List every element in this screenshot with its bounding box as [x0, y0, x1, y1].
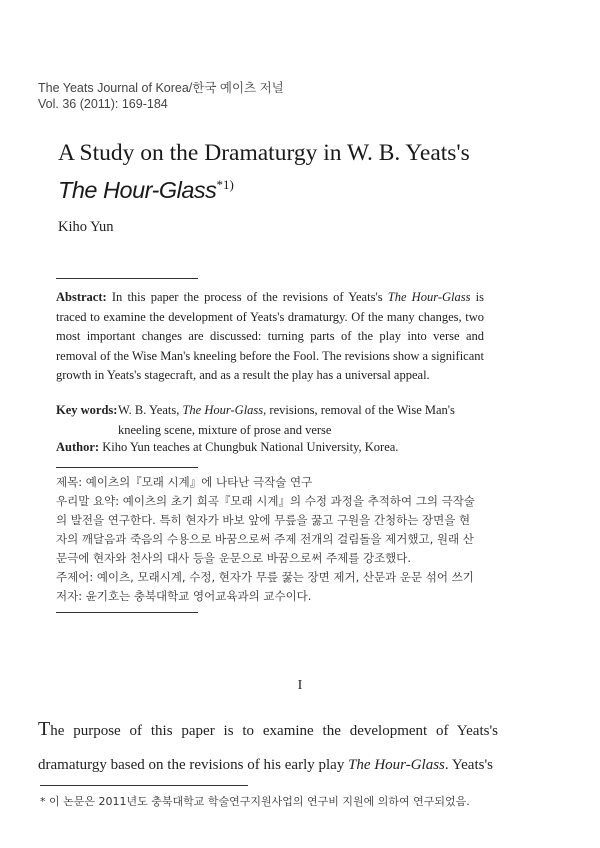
abstract-play: The Hour-Glass — [387, 290, 471, 304]
title-footnote-marker: *1) — [216, 177, 234, 192]
korean-author: 저자: 윤기호는 충북대학교 영어교육과의 교수이다. — [56, 589, 312, 603]
author-note — [56, 438, 398, 458]
abstract-text-1: In this paper the process of the revisions of Yeats's — [106, 290, 388, 304]
author-note-text: Kiho Yun teaches at Chungbuk National University, Korea. — [99, 440, 399, 454]
section-heading: I — [297, 678, 303, 693]
body-text-1: he purpose of this paper is to examine the development of Yeats's dramaturgy based on the revisions of his early play — [38, 723, 498, 773]
abstract-text-2: is traced to examine the development of Yeats's dramaturgy. Of the many changes, two most important changes are discussed: turning parts of the play into verse and removal of the Wise Man's kneeling before the Fool. The revisions show a significant growth in Yeats's stagecraft, and as a result the play has a universal appeal. — [56, 290, 484, 382]
keywords-text-2: , revisions, removal of the Wise Man's kneeling scene, mixture of prose and verse — [118, 403, 455, 437]
keywords-text-1: W. B. Yeats, — [118, 403, 183, 417]
footnote-rule — [40, 785, 248, 786]
author-name: Kiho Yun — [58, 219, 114, 235]
keywords — [56, 401, 484, 437]
body-dropcap: T — [38, 718, 51, 740]
abstract — [56, 288, 484, 386]
journal-volume: Vol. 36 (2011): 169-184 — [38, 97, 168, 111]
korean-summary-line-1: 우리말 요약: 예이츠의 초기 희곡『모래 시계』의 수정 과정을 추적하여 그의 극작술 — [56, 494, 475, 508]
korean-keywords: 주제어: 예이츠, 모래시계, 수정, 현자가 무릎 꿇는 장면 제거, 산문과 운문 섞어 쓰기 — [56, 570, 474, 584]
abstract-label: Abstract: — [56, 290, 107, 304]
rule-middle — [56, 467, 198, 468]
author-note-label: Author: — [56, 440, 100, 454]
journal-name: The Yeats Journal of Korea/한국 예이츠 저널 — [38, 81, 284, 95]
body-text-2: . Yeats's — [444, 757, 494, 773]
paper-title — [58, 138, 470, 207]
title-play: The Hour-Glass — [58, 176, 217, 203]
korean-summary-line-2: 의 발전을 연구한다. 특히 현자가 바보 앞에 무릎을 꿇고 구원을 간청하는 장면을 현 — [56, 513, 471, 527]
keywords-play: The Hour-Glass — [182, 403, 264, 417]
rule-top — [56, 278, 198, 279]
korean-summary-line-3: 자의 깨달음과 죽음의 수용으로 바꿈으로써 주제 전개의 걸림돌을 제거했고, 원래 산 — [56, 532, 474, 546]
korean-summary-line-4: 문극에 현자와 천사의 대사 등을 운문으로 바꿈으로써 주제를 강조했다. — [56, 551, 412, 565]
keywords-label: Key words: — [56, 403, 118, 417]
rule-bottom — [56, 612, 198, 613]
footnote: * 이 논문은 2011년도 충북대학교 학술연구지원사업의 연구비 지원에 의하여 연구되었음. — [40, 795, 470, 808]
korean-summary — [56, 473, 496, 606]
title-main: A Study on the Dramaturgy in W. B. Yeats's — [58, 140, 470, 166]
body-paragraph — [38, 712, 498, 782]
journal-header — [38, 80, 284, 112]
keywords-text — [118, 401, 484, 440]
body-play: The Hour-Glass — [348, 757, 445, 773]
title-second-line — [58, 169, 470, 207]
korean-title: 제목: 예이츠의『모래 시계』에 나타난 극작술 연구 — [56, 475, 313, 489]
